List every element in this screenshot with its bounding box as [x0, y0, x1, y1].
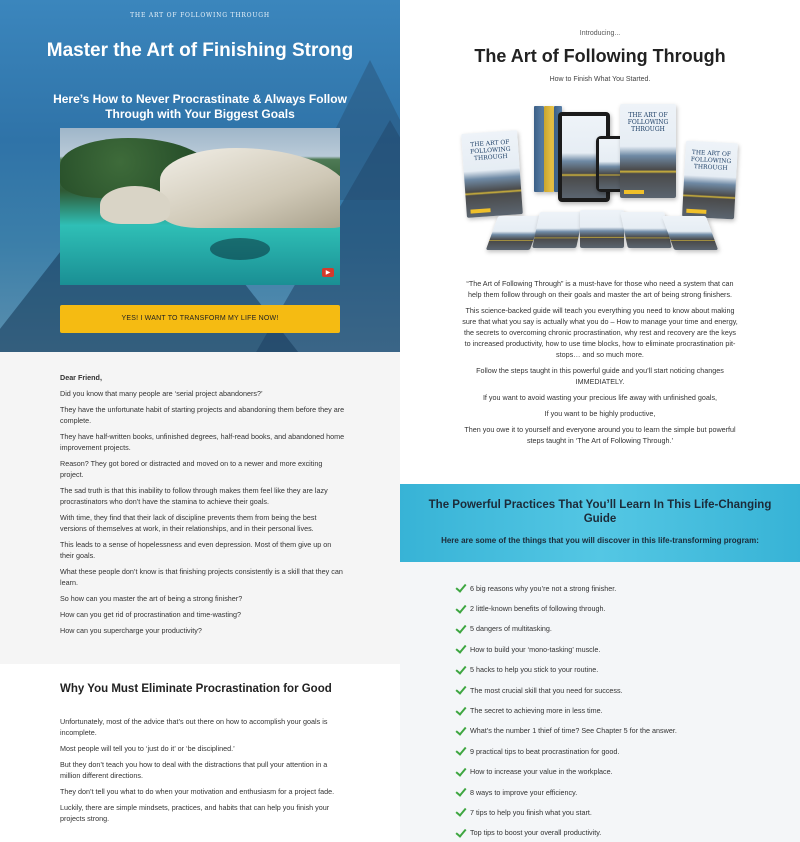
letter-paragraph: The sad truth is that this inability to follow through makes them feel like they are lazy procrastinators who don’t have the stamina to achieve their goals. — [60, 486, 328, 506]
letter-paragraph: With time, they find that their lack of discipline prevents them from being the best versions of themselves at work, in their relationships, and in their personal lives. — [60, 513, 317, 533]
check-icon — [456, 665, 466, 675]
eliminate-procrastination-section — [0, 664, 400, 842]
list-item: 9 practical tips to beat procrastination for good. — [456, 741, 776, 761]
hero-subtitle: Here’s How to Never Procrastinate & Always Follow Through with Your Biggest Goals — [53, 92, 347, 121]
letter-paragraph: So how can you master the art of being a strong finisher? — [60, 594, 243, 603]
list-item: 2 little-known benefits of following through. — [456, 598, 776, 618]
product-paragraph: If you want to be highly productive, — [544, 409, 656, 418]
product-intro: Introducing... — [579, 30, 621, 37]
photo-water-shadow — [210, 238, 270, 260]
product-paragraph: If you want to avoid wasting your precious life away with unfinished goals, — [482, 393, 718, 402]
list-item: How to build your ‘mono-tasking’ muscle. — [456, 639, 776, 659]
list-item: 6 big reasons why you’re not a strong finisher. — [456, 578, 776, 598]
practices-list — [456, 578, 776, 842]
letter-paragraph: This leads to a sense of hopelessness and even depression. Most of them give up on their goals. — [60, 540, 332, 560]
transform-cta-button[interactable]: YES! I WANT TO TRANSFORM MY LIFE NOW! — [60, 305, 340, 333]
hero-video[interactable] — [60, 128, 340, 285]
photo-rock — [160, 148, 340, 228]
letter-paragraph: How can you supercharge your productivity? — [60, 626, 202, 635]
product-paragraph: This science-backed guide will teach you everything you need to know about making sure that what you say is actually what you do – How to manage your time and energy, the secrets to overcoming chronic procrastination, why rest and recovery are the keys to increased productivity, how to use time blocks, how to eliminate procrastination pit-stops… and so much more. — [462, 306, 738, 359]
check-icon — [456, 644, 466, 654]
check-icon — [456, 624, 466, 634]
check-icon — [456, 706, 466, 716]
right-column — [400, 0, 800, 842]
photo-rock — [100, 186, 170, 224]
check-icon — [456, 767, 466, 777]
section-paragraph: Unfortunately, most of the advice that’s out there on how to accomplish your goals is incomplete. — [60, 717, 328, 737]
book-spine — [534, 106, 544, 192]
letter-paragraph: What these people don’t know is that finishing projects consistently is a skill that they can learn. — [60, 567, 343, 587]
hero-section — [0, 0, 400, 352]
check-icon — [456, 787, 466, 797]
list-item: 7 tips to help you finish what you start. — [456, 802, 776, 822]
list-item: The secret to achieving more in less time. — [456, 700, 776, 720]
list-item: How to increase your value in the workplace. — [456, 762, 776, 782]
product-subtitle: How to Finish What You Started. — [549, 76, 651, 83]
check-icon — [456, 726, 466, 736]
book-cover: THE ART OF FOLLOWING THROUGH — [620, 104, 676, 198]
book-cover: THE ART OF FOLLOWING THROUGH — [461, 130, 523, 218]
letter-paragraph: They have half-written books, unfinished degrees, half-read books, and abandoned home improvement projects. — [60, 432, 345, 452]
letter-paragraph: Did you know that many people are ‘serial project abandoners?’ — [60, 389, 263, 398]
section-paragraph: They don’t tell you what to do when your motivation and enthusiasm for a project fade. — [60, 787, 335, 796]
letter-paragraph: They have the unfortunate habit of starting projects and abandoning them before they are complete. — [60, 405, 345, 425]
product-description — [460, 278, 740, 451]
check-icon — [456, 604, 466, 614]
product-paragraph: Then you owe it to yourself and everyone around you to learn the simple but powerful steps taught in ‘The Art of Following Through.’ — [464, 425, 736, 445]
book-spine — [544, 106, 554, 192]
sales-letter — [0, 352, 400, 664]
product-paragraph: Follow the steps taught in this powerful guide and you’ll start noticing changes IMMEDIATELY. — [476, 366, 724, 386]
flat-cover — [580, 210, 624, 248]
list-item: 8 ways to improve your efficiency. — [456, 782, 776, 802]
list-item: 5 hacks to help you stick to your routine. — [456, 660, 776, 680]
list-item: Top tips to boost your overall productivity. — [456, 823, 776, 842]
brand-logo: THE ART OF FOLLOWING THROUGH — [130, 12, 270, 19]
practices-subheading: Here are some of the things that you will discover in this life-transforming program: — [441, 536, 759, 545]
check-icon — [456, 746, 466, 756]
product-bundle-image — [458, 98, 743, 258]
product-section — [400, 0, 800, 484]
check-icon — [456, 828, 466, 838]
list-item: 5 dangers of multitasking. — [456, 619, 776, 639]
letter-paragraph: How can you get rid of procrastination and time-wasting? — [60, 610, 241, 619]
hero-title: Master the Art of Finishing Strong — [46, 40, 354, 61]
section-paragraph: Most people will tell you to ‘just do it’ or ‘be disciplined.’ — [60, 744, 235, 753]
play-icon[interactable]: ▶ — [322, 268, 334, 277]
product-title: The Art of Following Through — [474, 46, 726, 66]
section-paragraph: Luckily, there are simple mindsets, practices, and habits that can help you finish your projects strong. — [60, 803, 330, 823]
check-icon — [456, 685, 466, 695]
practices-banner — [400, 484, 800, 562]
list-item: The most crucial skill that you need for success. — [456, 680, 776, 700]
flat-cover — [532, 212, 584, 248]
section-heading: Why You Must Eliminate Procrastination for Good — [60, 683, 332, 695]
product-paragraph: “The Art of Following Through” is a must-have for those who need a system that can help them follow through on their goals and master the art of being strong finishers. — [466, 279, 734, 299]
section-paragraph: But they don’t teach you how to deal with the distractions that pull your attention in a million different directions. — [60, 760, 328, 780]
list-item: What’s the number 1 thief of time? See Chapter 5 for the answer. — [456, 721, 776, 741]
letter-greeting: Dear Friend, — [60, 373, 102, 382]
check-icon — [456, 583, 466, 593]
book-cover: THE ART OF FOLLOWING THROUGH — [682, 141, 738, 220]
practices-heading: The Powerful Practices That You’ll Learn In This Life-Changing Guide — [428, 499, 772, 525]
letter-paragraph: Reason? They got bored or distracted and moved on to a newer and more exciting project. — [60, 459, 323, 479]
check-icon — [456, 807, 466, 817]
